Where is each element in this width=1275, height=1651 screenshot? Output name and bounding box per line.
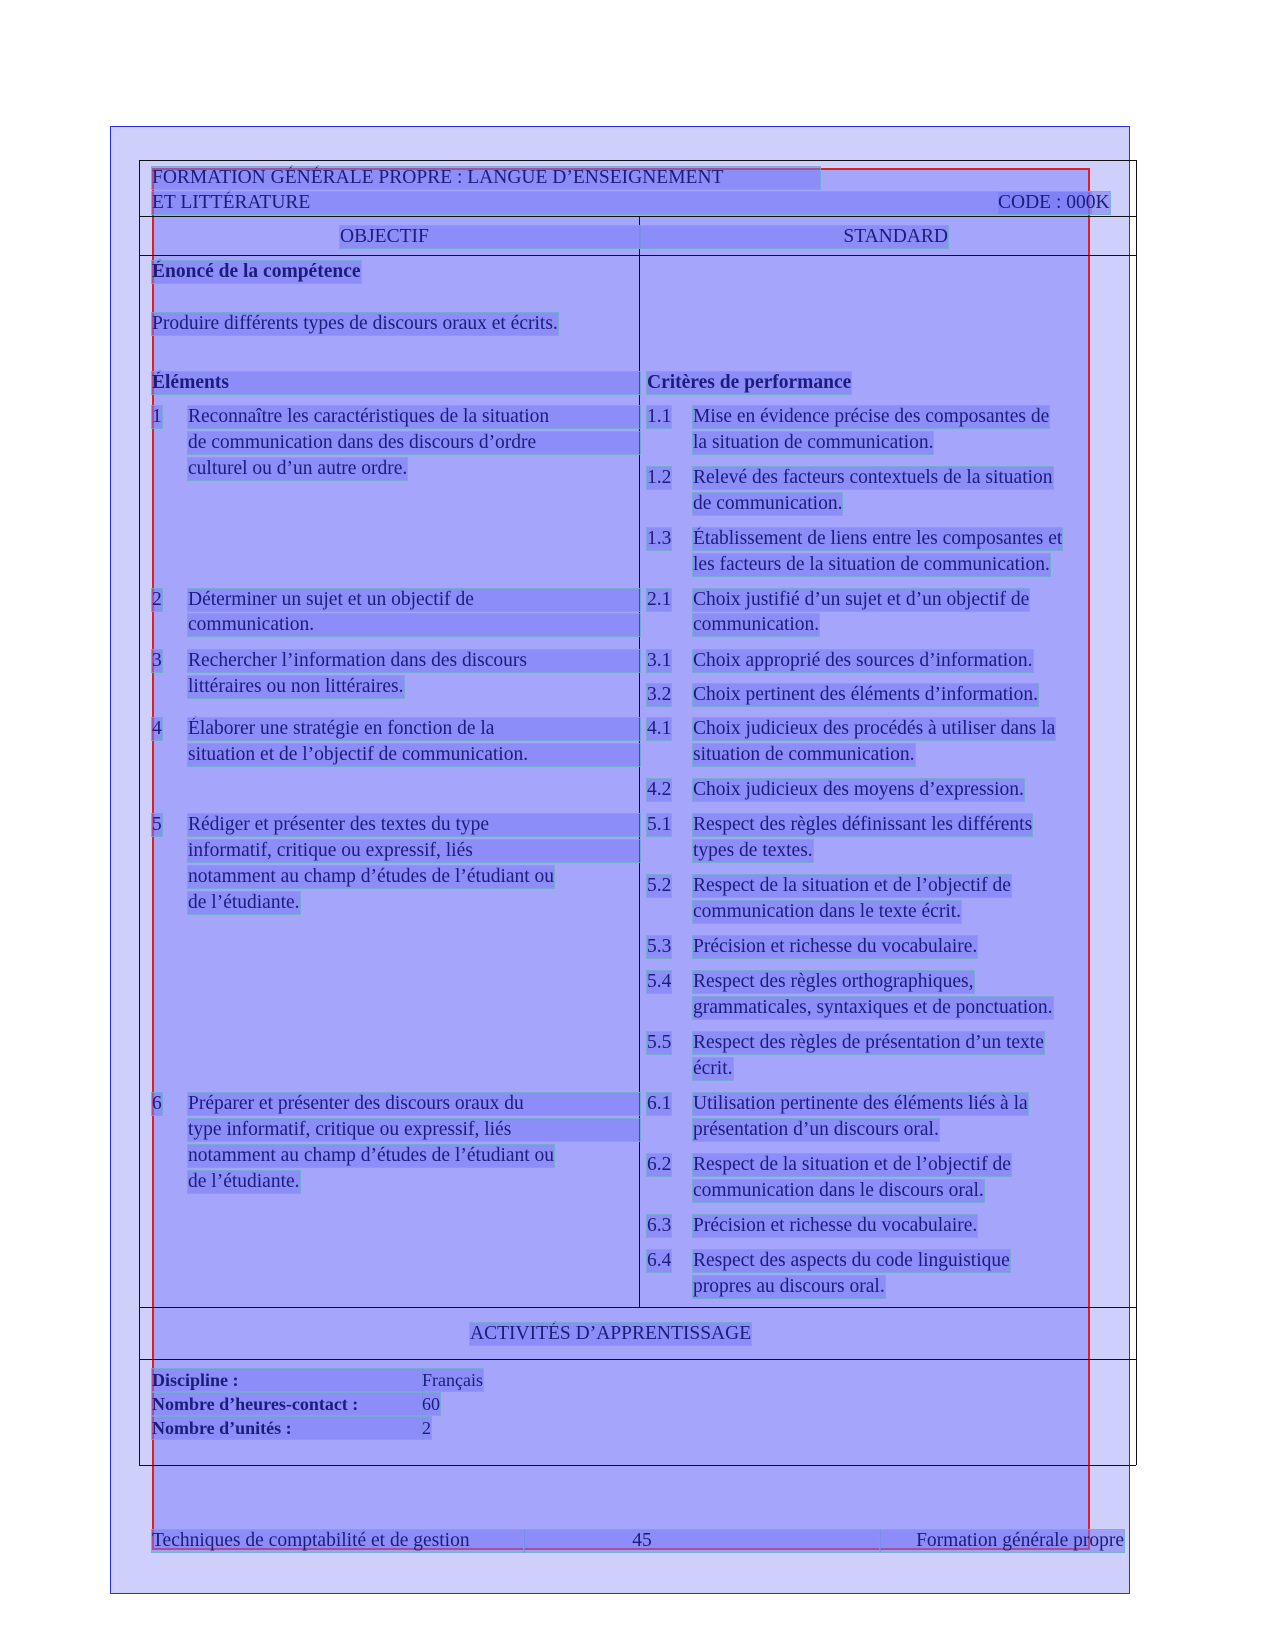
criterion-line: types de textes. (693, 840, 813, 861)
element-line: culturel ou d’un autre ordre. (188, 458, 408, 479)
activities-top-rule (139, 1307, 1136, 1308)
footer-section: Formation générale propre (880, 1530, 1124, 1552)
table-right-rule (1136, 160, 1137, 1465)
element-line: informatif, critique ou expressif, liés (188, 840, 640, 862)
criterion-line: Respect des aspects du code linguistique (693, 1250, 1010, 1271)
criterion-number: 1.2 (647, 467, 672, 488)
criteria-label: Critères de performance (647, 372, 852, 393)
criterion-number: 6.3 (647, 1215, 672, 1236)
element-line: Déterminer un sujet et un objectif de (188, 589, 640, 611)
criterion-line: Relevé des facteurs contextuels de la situation (693, 467, 1053, 488)
criterion-number: 5.1 (647, 814, 672, 835)
element-line: notamment au champ d’études de l’étudiant ou (188, 866, 555, 887)
criterion-line: Précision et richesse du vocabulaire. (693, 1215, 978, 1236)
criterion-number: 5.2 (647, 875, 672, 896)
competence-label: Énoncé de la compétence (152, 261, 361, 282)
element-line: de l’étudiante. (188, 1171, 300, 1192)
element-line: Rédiger et présenter des textes du type (188, 814, 640, 836)
criterion-number: 5.3 (647, 936, 672, 957)
element-line: type informatif, critique ou expressif, liés (188, 1119, 640, 1141)
activities-title-rule (139, 1359, 1136, 1360)
criterion-line: grammaticales, syntaxiques et de ponctuation. (693, 997, 1053, 1018)
criterion-line: Établissement de liens entre les composantes et (693, 528, 1063, 549)
criterion-line: Respect de la situation et de l’objectif de (693, 1154, 1011, 1175)
header-title-line1: FORMATION GÉNÉRALE PROPRE : LANGUE D’ENSEIGNEMENT (152, 167, 820, 189)
table-left-rule (139, 160, 140, 1465)
element-line: littéraires ou non littéraires. (188, 676, 404, 697)
criterion-number: 2.1 (647, 589, 672, 610)
criterion-number: 5.4 (647, 971, 672, 992)
element-number: 6 (152, 1093, 162, 1114)
criterion-number: 1.3 (647, 528, 672, 549)
criterion-line: communication. (693, 614, 820, 635)
element-number: 2 (152, 589, 162, 610)
table-bottom-rule (139, 1465, 1136, 1466)
discipline-label: Discipline : (152, 1369, 422, 1391)
criterion-number: 1.1 (647, 406, 672, 427)
table-top-rule (139, 160, 1136, 161)
element-number: 1 (152, 406, 162, 427)
criterion-number: 3.1 (647, 650, 672, 671)
criterion-line: Choix judicieux des moyens d’expression. (693, 779, 1024, 800)
element-line: Rechercher l’information dans des discours (188, 650, 640, 672)
units-label: Nombre d’unités : (152, 1417, 422, 1439)
objectif-header: OBJECTIF (340, 226, 640, 248)
standard-header: STANDARD (640, 226, 948, 248)
element-number: 5 (152, 814, 162, 835)
criterion-line: Respect de la situation et de l’objectif de (693, 875, 1011, 896)
criterion-number: 3.2 (647, 684, 672, 705)
criterion-line: Respect des règles définissant les différents (693, 814, 1033, 835)
element-line: situation et de l’objectif de communication. (188, 744, 640, 766)
element-line: de communication dans des discours d’ordre (188, 432, 640, 454)
criterion-line: Précision et richesse du vocabulaire. (693, 936, 978, 957)
element-number: 4 (152, 718, 162, 739)
criterion-line: Mise en évidence précise des composantes de (693, 406, 1050, 427)
criterion-line: écrit. (693, 1058, 733, 1079)
criterion-line: la situation de communication. (693, 432, 934, 453)
competence-text: Produire différents types de discours oraux et écrits. (152, 313, 558, 334)
element-line: Préparer et présenter des discours oraux du (188, 1093, 640, 1115)
criterion-line: communication dans le discours oral. (693, 1180, 984, 1201)
header-code: CODE : 000K (998, 192, 1110, 213)
contact-hours-value: 60 (422, 1394, 440, 1414)
criterion-line: les facteurs de la situation de communication. (693, 554, 1050, 575)
activities-title: ACTIVITÉS D’APPRENTISSAGE (470, 1323, 752, 1344)
contact-hours-label: Nombre d’heures-contact : (152, 1393, 422, 1415)
element-line: Reconnaître les caractéristiques de la situation (188, 406, 640, 428)
criterion-line: Respect des règles de présentation d’un texte (693, 1032, 1044, 1053)
footer-page-number: 45 (524, 1530, 880, 1552)
footer-program: Techniques de comptabilité et de gestion (152, 1530, 524, 1552)
criterion-number: 6.1 (647, 1093, 672, 1114)
criterion-line: propres au discours oral. (693, 1276, 885, 1297)
header-title-line2: ET LITTÉRATURE (152, 192, 1091, 214)
criterion-line: Choix pertinent des éléments d’information. (693, 684, 1038, 705)
header-bottom-rule (139, 216, 1136, 217)
criterion-number: 6.4 (647, 1250, 672, 1271)
discipline-value: Français (422, 1370, 483, 1390)
criterion-line: Utilisation pertinente des éléments liés à la (693, 1093, 1028, 1114)
criterion-line: présentation d’un discours oral. (693, 1119, 939, 1140)
criterion-line: Choix justifié d’un sujet et d’un objectif de (693, 589, 1030, 610)
elements-label: Éléments (152, 372, 640, 394)
criterion-number: 4.1 (647, 718, 672, 739)
element-line: de l’étudiante. (188, 892, 300, 913)
element-line: notamment au champ d’études de l’étudiant ou (188, 1145, 555, 1166)
criterion-line: situation de communication. (693, 744, 915, 765)
criterion-number: 6.2 (647, 1154, 672, 1175)
criterion-number: 4.2 (647, 779, 672, 800)
criterion-line: Choix approprié des sources d’information. (693, 650, 1033, 671)
element-line: communication. (188, 614, 640, 636)
element-number: 3 (152, 650, 162, 671)
criterion-line: de communication. (693, 493, 843, 514)
units-value: 2 (422, 1418, 431, 1438)
criterion-line: Choix judicieux des procédés à utiliser dans la (693, 718, 1056, 739)
column-header-bottom-rule (139, 255, 1136, 256)
criterion-line: communication dans le texte écrit. (693, 901, 962, 922)
criterion-line: Respect des règles orthographiques, (693, 971, 974, 992)
criterion-number: 5.5 (647, 1032, 672, 1053)
element-line: Élaborer une stratégie en fonction de la (188, 718, 640, 740)
